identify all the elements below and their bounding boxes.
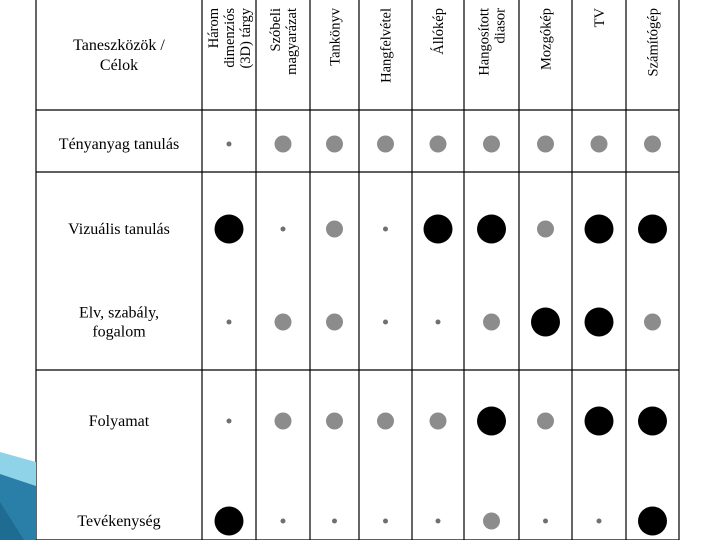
rating-dot-medium	[377, 413, 394, 430]
corner-accent-decoration	[0, 452, 36, 540]
column-header-label: Hangosított	[476, 8, 493, 76]
rating-dot-large	[477, 215, 506, 244]
row-label: Folyamat	[88, 413, 150, 430]
column-header-Szóbeli magyarázat	[268, 8, 300, 75]
rating-dot-medium	[537, 413, 554, 430]
rating-dot-large	[424, 215, 453, 244]
column-header-label: TV	[592, 8, 608, 28]
rating-dot-large	[638, 215, 667, 244]
rating-dot-medium	[377, 136, 394, 153]
rating-dot-medium	[483, 136, 500, 153]
column-header-label: Mozgókép	[538, 8, 555, 71]
rating-dot-medium	[326, 136, 343, 153]
rating-dot-medium	[483, 314, 500, 331]
rating-dot-small	[332, 519, 337, 524]
corner-header-label: Taneszközök /	[73, 37, 165, 54]
rating-dot-medium	[275, 136, 292, 153]
column-header-label: diasor	[492, 8, 509, 44]
rating-dot-large	[477, 407, 506, 436]
rating-dot-medium	[326, 413, 343, 430]
rating-dot-large	[585, 215, 614, 244]
column-header-label: Számítógép	[645, 8, 662, 77]
column-header-Mozgókép	[539, 8, 555, 70]
rating-dot-small	[436, 519, 441, 524]
column-header-Hangfelvétel	[379, 8, 395, 83]
column-header-label: Hangfelvétel	[378, 8, 395, 83]
rating-dot-medium	[483, 513, 500, 530]
column-header-Három dimenziós (3D) tárgy	[206, 7, 254, 68]
rating-dot-medium	[275, 314, 292, 331]
column-header-Tankönyv	[328, 7, 344, 66]
column-header-label: Három	[206, 8, 222, 49]
column-header-Számítógép	[646, 8, 662, 76]
column-header-Állókép	[430, 8, 447, 55]
rating-dot-large	[585, 407, 614, 436]
rating-dot-medium	[644, 314, 661, 331]
rating-dot-large	[215, 215, 244, 244]
rating-dot-medium	[537, 136, 554, 153]
rating-dot-small	[383, 519, 388, 524]
row-label: Tevékenység	[77, 513, 161, 530]
column-header-Hangosított diasor	[477, 8, 509, 76]
corner-header-label: Célok	[99, 57, 139, 74]
rating-dot-small	[436, 320, 441, 325]
column-header-label: Tankönyv	[327, 8, 344, 66]
rating-dot-medium	[537, 221, 554, 238]
rating-dot-small	[227, 419, 232, 424]
rating-dot-medium	[326, 221, 343, 238]
column-header-TV	[592, 7, 608, 27]
rating-dot-large	[531, 308, 560, 337]
rating-dot-small	[383, 320, 388, 325]
rating-dot-small	[543, 519, 548, 524]
row-label: Tényanyag tanulás	[58, 136, 180, 153]
rating-dot-large	[638, 407, 667, 436]
column-header-label: (3D) tárgy	[238, 8, 254, 69]
rating-dot-medium	[326, 314, 343, 331]
rating-dot-medium	[275, 413, 292, 430]
column-header-label: Állókép	[431, 8, 447, 55]
rating-dot-small	[597, 519, 602, 524]
row-label: fogalom	[92, 323, 146, 341]
rating-dot-medium	[644, 136, 661, 153]
rating-dot-large	[638, 507, 667, 536]
rating-dot-small	[227, 320, 232, 325]
rating-dot-medium	[430, 136, 447, 153]
row-label: Elv, szabály,	[78, 304, 160, 322]
rating-dot-small	[281, 227, 286, 232]
column-header-label: Szóbeli	[268, 8, 284, 52]
rating-dot-small	[383, 227, 388, 232]
rating-dot-medium	[591, 136, 608, 153]
row-label: Vizuális tanulás	[68, 221, 170, 238]
column-header-label: dimenziós	[222, 8, 238, 68]
rating-dot-small	[227, 142, 232, 147]
rating-dot-large	[215, 507, 244, 536]
column-header-label: magyarázat	[284, 8, 300, 75]
rating-dot-small	[281, 519, 286, 524]
rating-dot-medium	[430, 413, 447, 430]
rating-dot-large	[585, 308, 614, 337]
